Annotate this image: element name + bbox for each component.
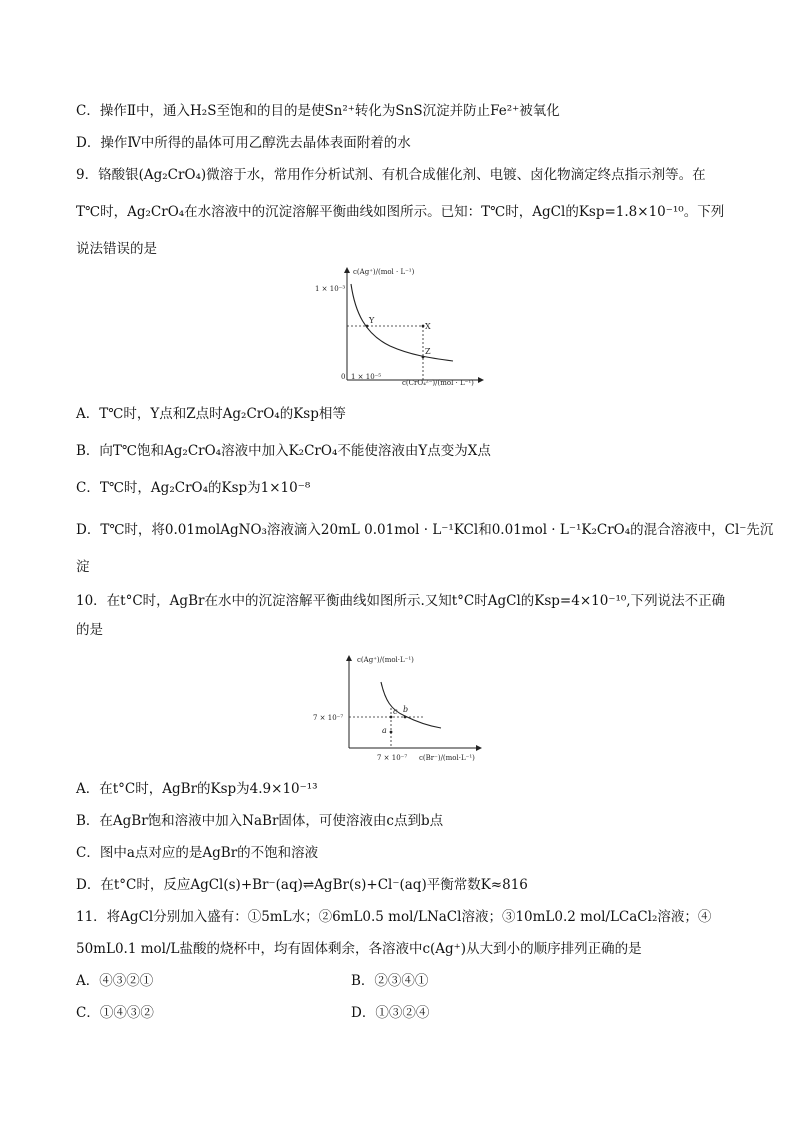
q9-point-z: Z xyxy=(425,347,431,356)
q11-stem-line1: 11．将AgCl分别加入盛有：①5mL水；②6mL0.5 mol/LNaCl溶液；③10mL0.2 mol/LCaCl₂溶液；④ xyxy=(76,909,712,925)
q10-option-a: A．在t°C时，AgBr的Ksp为4.9×10⁻¹³ xyxy=(76,781,318,797)
q10-point-b: b xyxy=(403,705,409,714)
q8-option-d: D．操作Ⅳ中所得的晶体可用乙醇洗去晶体表面附着的水 xyxy=(76,135,411,151)
q9-origin: 0 xyxy=(341,373,346,381)
q9-y-axis-label: c(Ag⁺)/(mol · L⁻¹) xyxy=(353,268,415,276)
q10-option-d: D．在t°C时，反应AgCl(s)+Br⁻(aq)⇌AgBr(s)+Cl⁻(aq)平衡常数K≈816 xyxy=(76,877,528,893)
q9-stem-line1: 9．铬酸银(Ag₂CrO₄)微溶于水，常用作分析试剂、有机合成催化剂、电镀、卤化物滴定终点指示剂等。在 xyxy=(76,167,706,183)
q9-stem-line3: 说法错误的是 xyxy=(76,241,157,257)
q9-option-b: B．向T℃饱和Ag₂CrO₄溶液中加入K₂CrO₄不能使溶液由Y点变为X点 xyxy=(76,443,491,459)
q10-option-c: C．图中a点对应的是AgBr的不饱和溶液 xyxy=(76,845,319,861)
q10-point-a-dot xyxy=(390,731,393,734)
q10-option-b: B．在AgBr饱和溶液中加入NaBr固体，可使溶液由c点到b点 xyxy=(76,813,444,829)
q10-point-c: c xyxy=(393,707,398,716)
q11-stem-line2: 50mL0.1 mol/L盐酸的烧杯中，均有固体剩余，各溶液中c(Ag⁺)从大到小的顺序排列正确的是 xyxy=(76,941,642,957)
q9-x-axis-label: c(CrO₄²⁻)/(mol · L⁻¹) xyxy=(402,379,474,387)
q9-option-c: C．T℃时，Ag₂CrO₄的Ksp为1×10⁻⁸ xyxy=(76,480,311,496)
q9-y-tick: 1 × 10⁻³ xyxy=(315,285,346,293)
q11-option-a: A．④③②① xyxy=(76,973,154,989)
q10-y-axis-label: c(Ag⁺)/(mol·L⁻¹) xyxy=(357,656,414,664)
q9-point-x-dot xyxy=(422,325,425,328)
q10-figure xyxy=(305,650,525,766)
q9-point-y: Y xyxy=(369,316,375,325)
q10-y-tick: 7 × 10⁻⁷ xyxy=(313,714,344,722)
q9-point-y-dot xyxy=(366,325,369,328)
q10-x-tick: 7 × 10⁻⁷ xyxy=(377,754,408,762)
q9-option-d-line1: D．T℃时，将0.01molAgNO₃溶液滴入20mL 0.01mol · L⁻¹KCl和0.01mol · L⁻¹K₂CrO₄的混合溶液中，Cl⁻先沉 xyxy=(76,522,774,538)
q10-stem-line1: 10．在t°C时，AgBr在水中的沉淀溶解平衡曲线如图所示.又知t°C时AgCl的Ksp=4×10⁻¹⁰,下列说法不正确 xyxy=(76,593,726,609)
q9-option-a: A．T℃时，Y点和Z点时Ag₂CrO₄的Ksp相等 xyxy=(76,406,346,422)
q10-x-axis-label: c(Br⁻)/(mol·L⁻¹) xyxy=(419,754,475,762)
q10-point-b-dot xyxy=(404,716,407,719)
q11-option-d: D．①③②④ xyxy=(351,1005,430,1021)
q10-point-c-dot xyxy=(390,716,393,719)
q9-figure xyxy=(295,262,495,390)
q8-option-c: C．操作Ⅱ中，通入H₂S至饱和的目的是使Sn²⁺转化为SnS沉淀并防止Fe²⁺被氧化 xyxy=(76,103,560,119)
q10-point-a: a xyxy=(382,726,387,735)
q11-option-c: C．①④③② xyxy=(76,1005,154,1021)
q9-curve xyxy=(351,284,453,361)
q9-option-d-line2: 淀 xyxy=(76,559,90,575)
q10-curve xyxy=(381,682,441,728)
q11-option-b: B．②③④① xyxy=(351,973,429,989)
q9-stem-line2: T℃时，Ag₂CrO₄在水溶液中的沉淀溶解平衡曲线如图所示。已知：T℃时，AgCl的Ksp=1.8×10⁻¹⁰。下列 xyxy=(76,204,725,220)
q10-stem-line2: 的是 xyxy=(76,622,103,638)
q9-point-z-dot xyxy=(422,356,425,359)
q9-point-x: X xyxy=(425,322,431,331)
q9-x-tick: 1 × 10⁻⁵ xyxy=(351,373,382,381)
